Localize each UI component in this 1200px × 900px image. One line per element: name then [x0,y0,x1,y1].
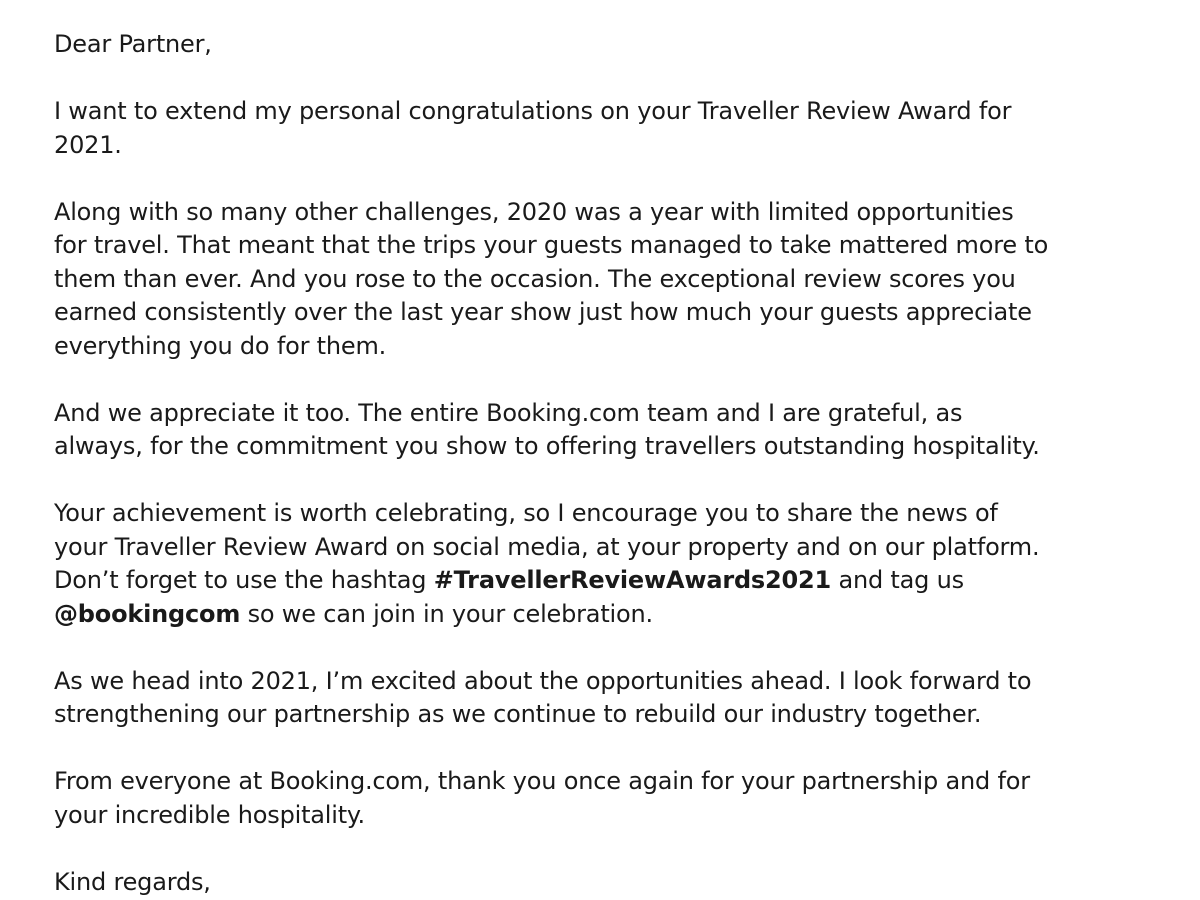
paragraph-appreciation [54,397,1154,464]
paragraph-line: earned consistently over the last year show just how much your guests appreciate [54,298,1032,326]
paragraph-thanks [54,765,1154,832]
paragraph-congratulations [54,95,1154,162]
closing [54,866,1154,900]
paragraph-line [54,598,1154,632]
paragraph-line: 2021. [54,130,122,159]
paragraph-line: I want to extend my personal congratulations on your Traveller Review Award for [54,97,1012,125]
social-handle: @bookingcom [54,599,241,628]
line-text: and tag us [831,566,964,594]
paragraph-line: for travel. That meant that the trips your guests managed to take mattered more to [54,231,1049,259]
paragraph-share [54,497,1154,631]
salutation-text: Dear Partner, [54,30,212,58]
paragraph-line: your incredible hospitality. [54,800,365,829]
line-text: Don’t forget to use the hashtag [54,566,434,594]
paragraph-line: Your achievement is worth celebrating, so I encourage you to share the news of [54,499,998,527]
paragraph-line: your Traveller Review Award on social media, at your property and on our platform. [54,532,1040,561]
paragraph-line: strengthening our partnership as we continue to rebuild our industry together. [54,700,982,728]
paragraph-line: And we appreciate it too. The entire Booking.com team and I are grateful, as [54,398,963,427]
letter-body [54,28,1154,899]
hashtag: #TravellerReviewAwards2021 [433,566,832,594]
paragraph-future [54,665,1154,732]
paragraph-line: From everyone at Booking.com, thank you once again for your partnership and for [54,767,1030,795]
paragraph-line: always, for the commitment you show to offering travellers outstanding hospitality. [54,432,1040,460]
paragraph-line: Along with so many other challenges, 2020 was a year with limited opportunities [54,197,1014,226]
paragraph-line [54,564,1154,598]
paragraph-line: them than ever. And you rose to the occasion. The exceptional review scores you [54,264,1016,293]
paragraph-line: everything you do for them. [54,331,387,360]
paragraph-challenges [54,196,1154,364]
line-text: so we can join in your celebration. [240,599,653,628]
salutation [54,28,1154,62]
paragraph-line: As we head into 2021, I’m excited about the opportunities ahead. I look forward to [54,666,1032,695]
closing-text: Kind regards, [54,867,211,896]
